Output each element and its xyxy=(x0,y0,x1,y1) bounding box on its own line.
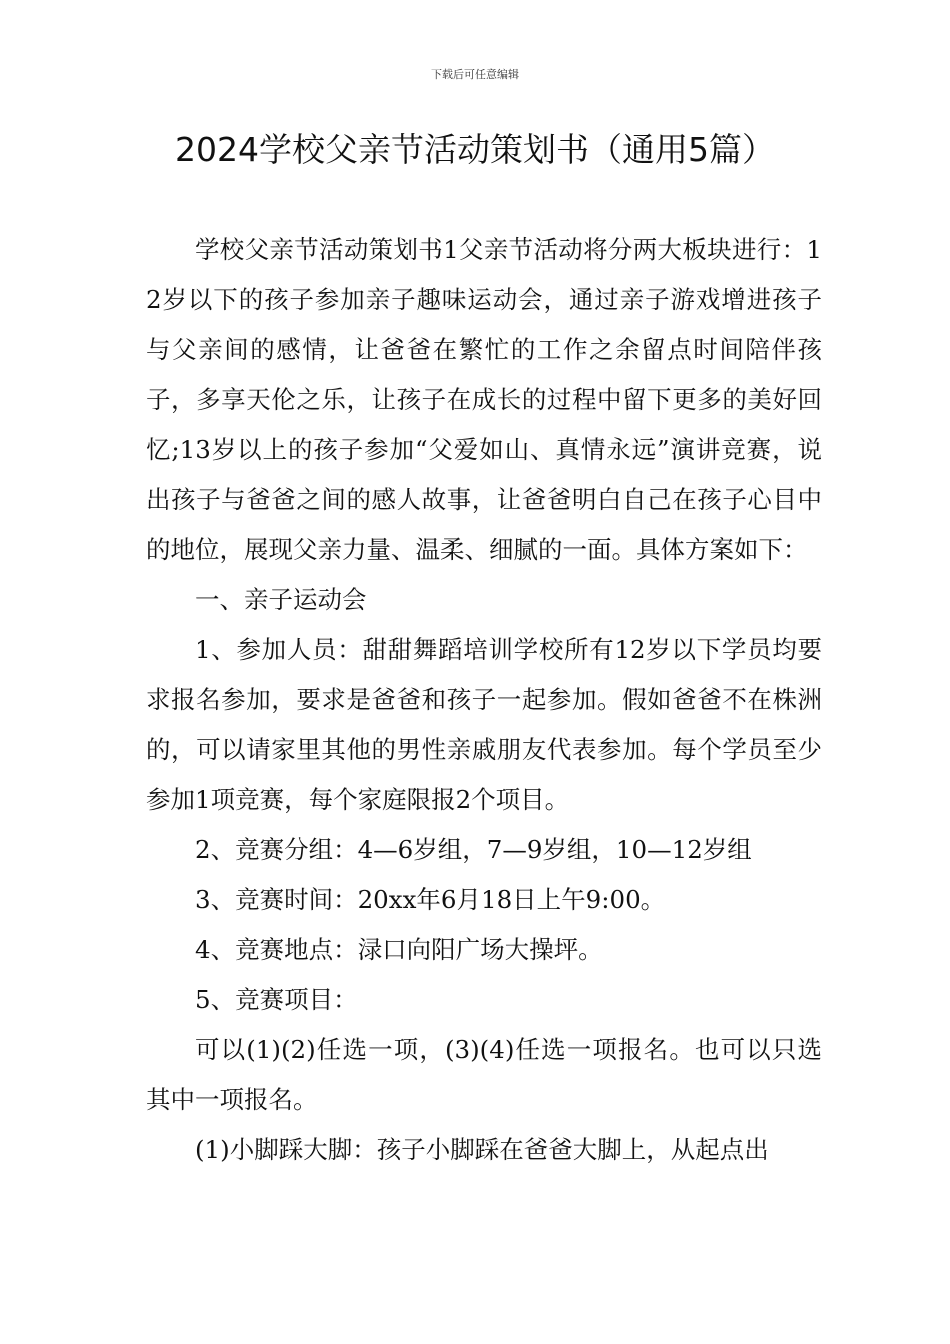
document-title: 2024学校父亲节活动策划书（通用5篇） xyxy=(175,130,775,169)
paragraph-location: 4、竞赛地点：渌口向阳广场大操坪。 xyxy=(195,935,603,964)
document-body xyxy=(146,225,822,1175)
paragraph-groups: 2、竞赛分组：4—6岁组，7—9岁组，10—12岁组 xyxy=(195,835,752,864)
paragraph-intro: 学校父亲节活动策划书1父亲节活动将分两大板块进行：12岁以下的孩子参加亲子趣味运动会，通过亲子游戏增进孩子与父亲间的感情，让爸爸在繁忙的工作之余留点时间陪伴孩子，多享天伦之乐，让孩子在成长的过程中留下更多的美好回忆;13岁以上的孩子参加“父爱如山、真情永远”演讲竞赛，说出孩子与爸爸之间的感人故事，让爸爸明白自己在孩子心目中的地位，展现父亲力量、温柔、细腻的一面。具体方案如下： xyxy=(146,235,822,564)
paragraph-events-heading: 5、竞赛项目： xyxy=(195,985,358,1014)
section-heading-sports-meet: 一、亲子运动会 xyxy=(195,585,367,614)
paragraph-event-1: (1)小脚踩大脚：孩子小脚踩在爸爸大脚上，从起点出 xyxy=(195,1135,769,1164)
header-note: 下载后可任意编辑 xyxy=(431,68,519,81)
paragraph-participants: 1、参加人员：甜甜舞蹈培训学校所有12岁以下学员均要求报名参加，要求是爸爸和孩子一起参加。假如爸爸不在株洲的，可以请家里其他的男性亲戚朋友代表参加。每个学员至少参加1项竞赛，每个家庭限报2个项目。 xyxy=(146,635,822,814)
paragraph-time: 3、竞赛时间：20xx年6月18日上午9:00。 xyxy=(195,885,666,914)
paragraph-event-choice: 可以(1)(2)任选一项，(3)(4)任选一项报名。也可以只选其中一项报名。 xyxy=(146,1035,822,1114)
